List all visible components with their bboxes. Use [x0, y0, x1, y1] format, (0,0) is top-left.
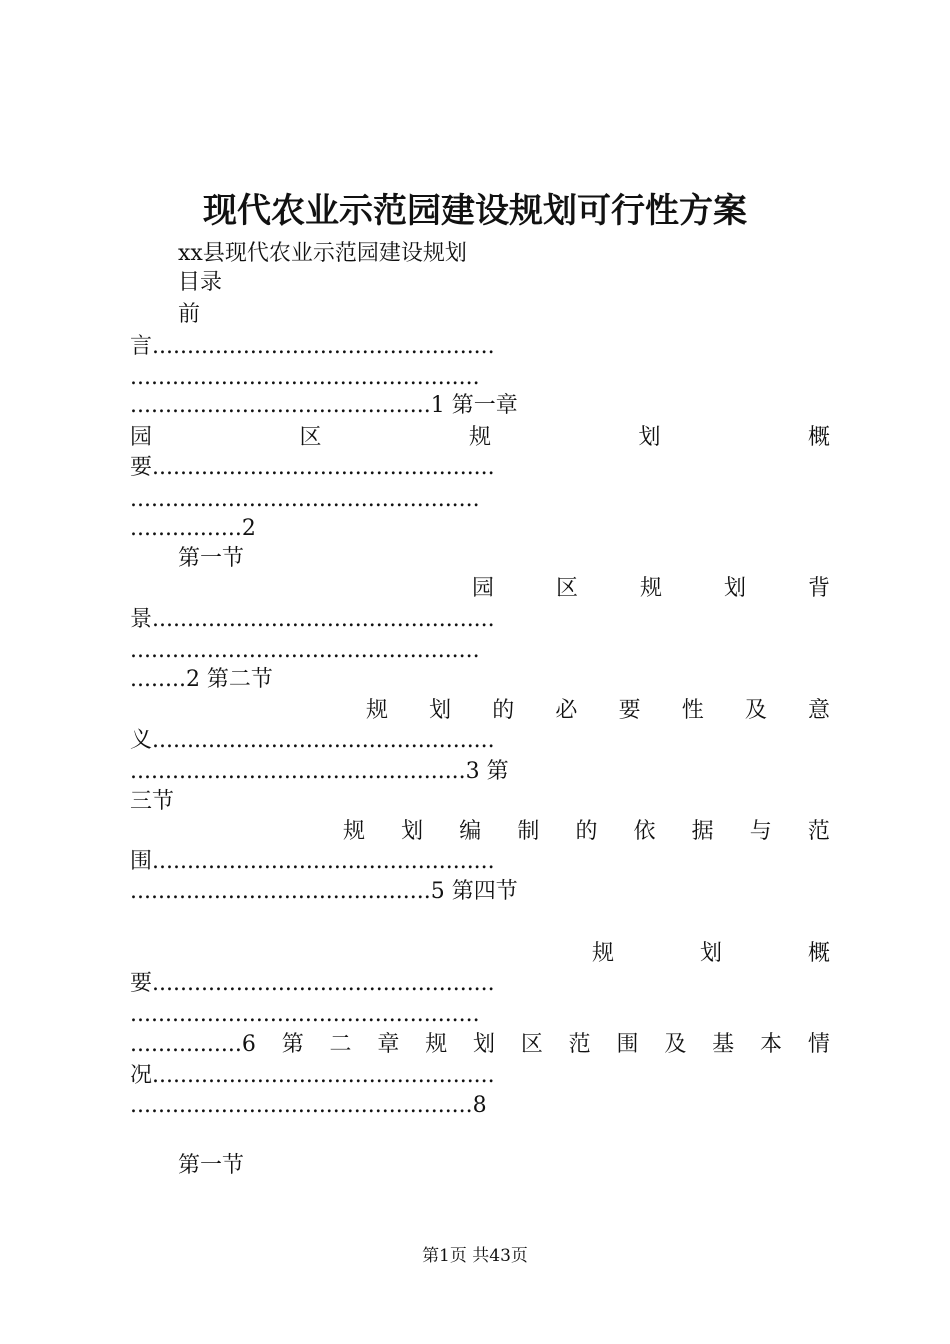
document-title: 现代农业示范园建设规划可行性方案 [203, 191, 747, 231]
toc-line: 三节 [130, 789, 175, 814]
page-footer: 第1页 共43页 [422, 1246, 528, 1266]
toc-line-spread: 规 划 编 制 的 依 据 与 范 [343, 819, 830, 844]
subtitle: xx县现代农业示范园建设规划 [178, 241, 467, 266]
toc-line: 景................................................. [130, 607, 495, 632]
toc-line-spread: 规 划 的 必 要 性 及 意 [366, 698, 830, 723]
toc-line: ...........................................1 第一章 [130, 393, 518, 418]
toc-line: 况................................................. [130, 1063, 495, 1088]
toc-line: 言................................................. [130, 334, 495, 359]
toc-heading: 目录 [178, 270, 223, 295]
toc-line-spread: 规 划 概 [592, 941, 830, 966]
toc-line-spread: ................6 第 二 章 规 划 区 范 围 及 基 本 情 [130, 1032, 830, 1057]
toc-line: ................................................3 第 [130, 759, 509, 784]
toc-line: ...........................................5 第四节 [130, 879, 518, 904]
toc-line: ........2 第二节 [130, 667, 273, 692]
toc-line: 前 [178, 302, 201, 327]
toc-line-spread: 园 区 规 划 背 [472, 576, 830, 601]
toc-line: 围................................................. [130, 849, 495, 874]
toc-line: 义................................................. [130, 728, 495, 753]
toc-line: 第一节 [178, 546, 245, 571]
toc-line: 要................................................. [130, 971, 495, 996]
toc-line-spread: 园 区 规 划 概 [130, 425, 830, 450]
toc-line: .................................................. [130, 1002, 480, 1027]
toc-line: 要................................................. [130, 455, 495, 480]
toc-line: .................................................8 [130, 1093, 487, 1118]
toc-line: .................................................. [130, 638, 480, 663]
toc-line: ................2 [130, 516, 256, 541]
toc-line: 第一节 [178, 1153, 245, 1178]
toc-line: .................................................. [130, 487, 480, 512]
toc-line: .................................................. [130, 365, 480, 390]
